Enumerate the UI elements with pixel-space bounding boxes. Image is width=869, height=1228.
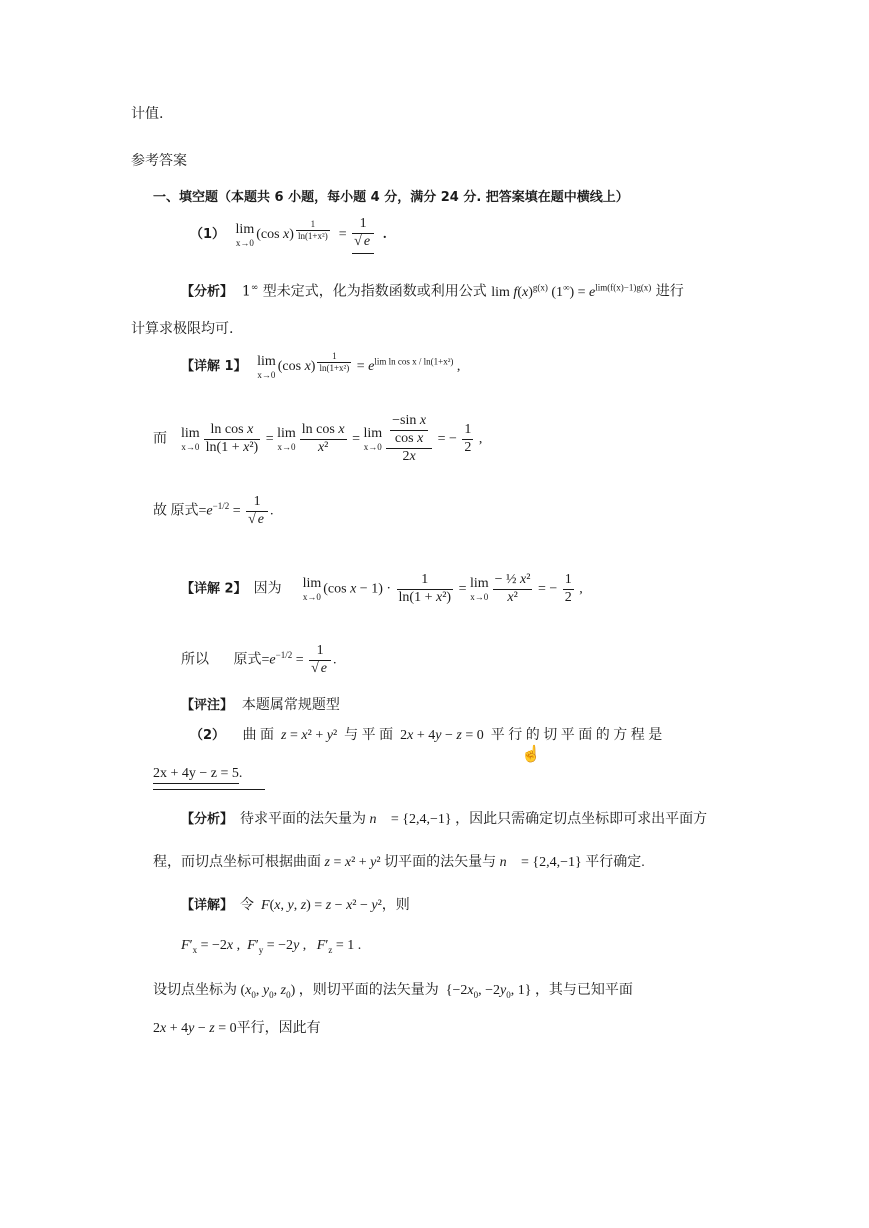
remark-line: [181, 697, 340, 714]
answer-q1: $\frac{1}{√ e}$: [352, 216, 374, 254]
detail2-label: 【详解 2】: [181, 581, 247, 597]
tangent-part: ，则切平面的法矢量为: [298, 983, 439, 998]
remark-label: 【评注】: [181, 698, 234, 713]
analysis2-part: 待求平面的法矢量为: [240, 812, 367, 827]
detail2-equation: 【详解 2】 因为 lim x→0 (cos x − 1) · $\frac{1}{\text{ln(1 + x²)}}$ = lim x→0 $\frac{\text{− ½ x²}}{\text{x²}}$ = − $\frac{1}{2}$ ,: [181, 572, 583, 605]
analysis2-label: 【分析】: [181, 812, 234, 827]
then-word: ，则: [381, 898, 410, 913]
text-line: 计值.: [131, 106, 164, 122]
q2-part: 曲 面: [242, 728, 275, 743]
so-word: 所以: [181, 652, 209, 668]
answer-underline: [153, 789, 265, 790]
limit-chain: 而 lim x→0 $\frac{\text{ln cos x}}{\text{ln(1 + x²)}}$ = lim x→0 $\frac{\text{ln cos x}}{\text{x²}}$ = lim x→0 $\frac{\frac{\text{−sin x}}{\text{cos x}}}{2x}$ = − $\frac{1}{2}$ ,: [153, 413, 483, 464]
let-word: 令: [240, 898, 255, 913]
remark-text: 本题属常规题型: [241, 697, 340, 713]
analysis-part: 1: [241, 283, 251, 300]
result-line: 故 原式$=e^{-1/2}$ = $\frac{1}{√ e}$ .: [153, 494, 274, 527]
analysis-line: 【分析】 1∞ 型未定式，化为指数函数或利用公式 $\lim f(x)^{g(x)}$ $(1^\infty) = e^{lim(f(x)-1)g(x)}$ 进行: [181, 282, 684, 300]
analysis2-cont-part: 平行确定.: [585, 855, 645, 870]
answer-q2-text: 2x + 4y − z = 5: [153, 766, 239, 784]
detail1-equation: 【详解 1】 lim x→0 (cos x) $^{\frac{1}{\text{ln(1+x²)}}}$ = $e^{lim ln cos x / ln(1+x^2)}$ ,: [181, 351, 461, 380]
therefore-word: 故 原式=: [153, 503, 207, 519]
partials-line: $F'_x = -2x$ , $F'_y = -2y$ , $F'_z = 1$ .: [181, 938, 362, 955]
answer-q2: 2x + 4y − z = 5.: [153, 766, 242, 783]
analysis-part: 进行: [655, 283, 684, 300]
detail1-label: 【详解 1】: [181, 359, 247, 375]
because-word: 因为: [253, 581, 282, 597]
last-line-part: 平行，因此有: [236, 1021, 321, 1036]
analysis-part: 型未定式，化为指数函数或利用公式: [262, 283, 487, 300]
tangent-part: ，其与已知平面: [534, 983, 633, 998]
analysis2-cont: 程，而切点坐标可根据曲面 z = x² + y² 切平面的法矢量与 n⃗ = {2,4,−1} 平行确定.: [153, 855, 645, 870]
tangent-line: 设切点坐标为 ($x_0$, $y_0$, $z_0$) ，则切平面的法矢量为 {$-2x_0$, $-2y_0$, 1} ，其与已知平面: [153, 983, 633, 1000]
q2-label: （2）: [190, 728, 226, 743]
orig-word: 原式=: [233, 652, 270, 668]
analysis2-cont-part: 程，而切点坐标可根据曲面: [153, 855, 321, 870]
hand-cursor-icon: ☝: [521, 744, 541, 763]
analysis-label: 【分析】: [181, 284, 234, 300]
limit-operator: lim x→0: [235, 221, 255, 248]
and-word: 而: [153, 431, 167, 447]
last-line: 2x + 4y − z = 0平行，因此有: [153, 1021, 321, 1036]
q1-label: （1）: [190, 227, 226, 243]
section-heading: 参考答案: [131, 153, 187, 169]
text-line: 计算求极限均可.: [131, 321, 234, 337]
analysis2-part: ，因此只需确定切点坐标即可求出平面方: [455, 812, 708, 827]
tangent-part: 设切点坐标为: [153, 983, 237, 998]
question-heading-text: 一、填空题（本题共 6 小题，每小题 4 分，满分 24 分. 把答案填在题中横线上）: [153, 190, 629, 205]
detail-line: 【详解】 令 F(x, y, z) = z − x² − y²，则: [181, 898, 410, 913]
q2-part: 与 平 面: [344, 728, 394, 743]
question-heading: [153, 189, 629, 206]
equation-q1: （1） lim x→0 (cos x) $^{\frac{1}{\text{ln(1+x²)}}}$ = $\frac{1}{√ e}$ .: [190, 216, 387, 254]
q2-line: （2） 曲 面 z = x² + y² 与 平 面 2x + 4y − z = 0 平 行 的 切 平 面 的 方 程 是: [190, 728, 663, 743]
q2-part: 平 行 的 切 平 面 的 方 程 是: [490, 728, 663, 743]
analysis2-cont-part: 切平面的法矢量与: [384, 855, 497, 870]
detail-label: 【详解】: [181, 898, 234, 913]
result-line-2: 所以 原式$=e^{-1/2}$ = $\frac{1}{√ e}$ .: [181, 643, 337, 676]
analysis2-line: 【分析】 待求平面的法矢量为 n⃗ = {2,4,−1} ，因此只需确定切点坐标即可求出平面方: [181, 812, 708, 827]
